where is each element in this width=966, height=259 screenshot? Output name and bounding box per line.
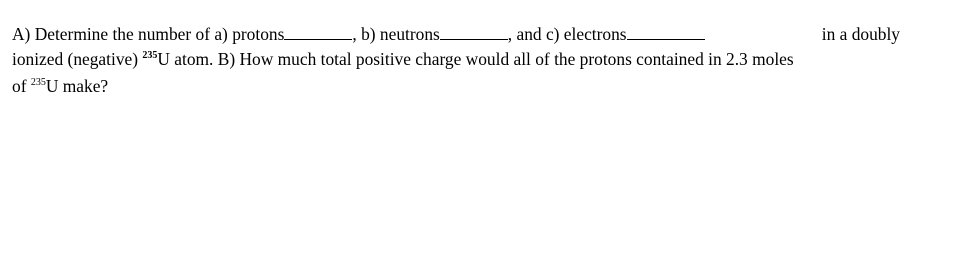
line-spacer: [705, 26, 822, 43]
question-line-1: [12, 26, 900, 43]
neutrons-answer-blank: [440, 26, 508, 40]
isotope-mass-number: 235: [142, 50, 158, 61]
question-line-2: [12, 51, 794, 68]
electrons-answer-blank: [627, 26, 705, 40]
line3-rest: make?: [58, 76, 109, 96]
line3-prefix: of: [12, 76, 31, 96]
part-a-label: A) Determine the number of a) protons: [12, 24, 285, 44]
part-b-label: , b) neutrons: [352, 24, 440, 44]
protons-answer-blank: [284, 26, 352, 40]
line2-prefix: ionized (negative): [12, 49, 143, 69]
element-symbol: U: [45, 76, 59, 96]
element-symbol: U: [157, 49, 170, 69]
question-line-3: [12, 78, 108, 95]
isotope-mass-number: 235: [30, 77, 46, 88]
line1-suffix: in a doubly: [821, 24, 900, 44]
line2-rest: atom. B) How much total positive charge would all of the protons contained in 2.3 moles: [169, 49, 794, 69]
part-c-label: , and c) electrons: [507, 24, 627, 44]
